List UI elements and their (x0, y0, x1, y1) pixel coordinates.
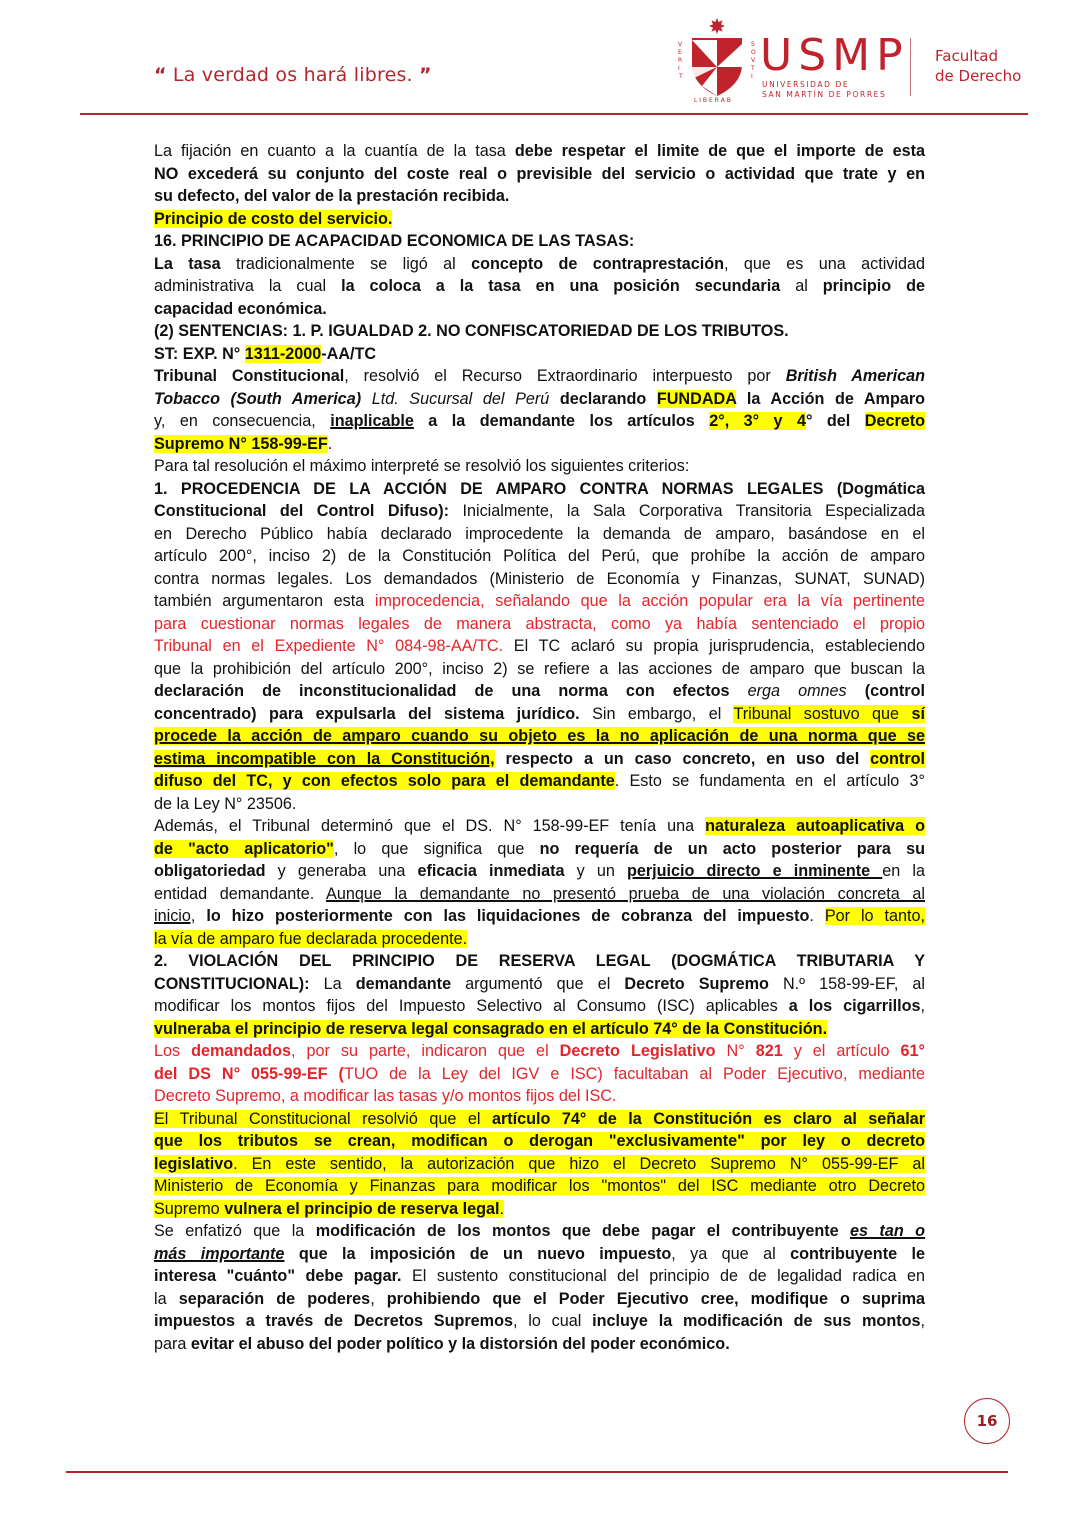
text-run: Aunque la demandante no presentó prueba de una violación concreta al (326, 884, 925, 903)
text-run: El sustento constitucional del principio de de legalidad radica en (401, 1267, 925, 1285)
text-run: es tan o (850, 1222, 926, 1240)
text-line (154, 500, 925, 523)
text-line (154, 455, 925, 478)
text-run: N° (715, 1042, 756, 1060)
text-run: 1311-2000 (244, 344, 322, 363)
text-run: lo hizo posteriormente con las liquidaciones de cobranza del impuesto (195, 907, 810, 925)
text-run: (control (846, 682, 925, 700)
text-run: Por lo tanto, (824, 907, 925, 925)
text-line (154, 1018, 925, 1041)
svg-text:R: R (678, 57, 683, 64)
text-run: de la Ley N° 23506. (154, 794, 297, 813)
svg-text:V: V (751, 57, 756, 64)
text-run: La (309, 974, 356, 993)
text-run: capacidad económica. (154, 299, 327, 318)
logo-divider (910, 38, 911, 96)
text-line (154, 478, 925, 501)
svg-text:T: T (751, 65, 755, 72)
text-line (154, 973, 925, 996)
text-line (154, 163, 925, 186)
text-run: Decreto Supremo (624, 974, 769, 993)
text-run: la (154, 1289, 179, 1308)
svg-text:I: I (678, 65, 680, 72)
motto-text: La verdad os hará libres. (166, 64, 420, 86)
text-run: demandante (355, 974, 452, 993)
text-run: en Derecho Público había declarado improcedente la demanda de amparo, basándose en el (154, 524, 925, 543)
text-run: , lo cual (512, 1312, 593, 1330)
text-run: La fijación en cuanto a la cuantía de la tasa (154, 142, 515, 160)
text-run: vulneraba el principio de reserva legal consagrado en el artículo 74° de la Constitución. (154, 1019, 828, 1038)
text-line (154, 793, 925, 816)
text-run: eficacia inmediata (417, 862, 565, 880)
text-run: , lo que significa que (333, 839, 540, 858)
text-line (154, 230, 925, 253)
text-run: , ya que al (671, 1244, 791, 1263)
text-line (154, 1310, 925, 1333)
text-run: Constitucional del Control Difuso): (154, 502, 449, 520)
text-line (154, 298, 925, 321)
text-run: que los tributos se crean, modifican o derogan "exclusivamente" por ley o decreto (154, 1132, 925, 1150)
text-run: la vía de amparo fue declarada procedente. (154, 929, 468, 948)
text-run: demandados (191, 1042, 291, 1060)
text-run: 1. PROCEDENCIA DE LA ACCIÓN DE AMPARO CONTRA NORMAS LEGALES (Dogmática (154, 479, 925, 498)
text-run: Supremo (154, 1199, 225, 1218)
text-run: contra normas legales. Los demandados (Ministerio de Economía y Finanzas, SUNAT, SUNAD) (154, 569, 925, 588)
svg-text:T: T (679, 73, 683, 80)
text-line (154, 928, 925, 951)
text-run: Ministerio de Economía y Finanzas para modificar los "montos" del ISC mediante otro Decreto (154, 1177, 925, 1195)
text-run: difuso del TC, y con efectos solo para el demandante (154, 772, 615, 790)
text-line (154, 860, 925, 883)
text-line (154, 1265, 925, 1288)
text-run: 16. PRINCIPIO DE ACAPACIDAD ECONOMICA DE LAS TASAS: (154, 232, 635, 250)
text-line (154, 883, 925, 906)
text-line (154, 365, 925, 388)
text-line (154, 613, 925, 636)
text-line (154, 838, 925, 861)
svg-text:V: V (678, 41, 683, 48)
text-run: N.º 158-99-EF, al (768, 974, 925, 993)
text-run: Sin embargo, el (579, 704, 734, 723)
text-run: modificar los montos fijos del Impuesto Selectivo al Consumo (ISC) aplicables (154, 997, 789, 1015)
open-quote: “ (154, 64, 167, 86)
text-run: Decreto (864, 412, 926, 430)
text-line (154, 568, 925, 591)
text-line (154, 748, 925, 771)
text-run: declaración de inconstitucionalidad de una norma con efectos (154, 682, 748, 700)
header-rule (80, 113, 1028, 115)
text-run: debe respetar el limite de que el importe de esta (514, 142, 925, 160)
text-run: erga omnes (747, 682, 847, 700)
text-run: declarando (559, 389, 657, 408)
shield-crest-icon (672, 16, 762, 108)
text-line (154, 1040, 925, 1063)
svg-text:L I B E R A B: L I B E R A B (694, 97, 731, 104)
text-run: tradicionalmente se ligó al (220, 254, 472, 273)
text-run: artículo 200°, inciso 2) de la Constitución Política del Perú, que prohíbe la acción de amparo (154, 547, 925, 565)
text-run: no requería de un acto posterior para su (539, 839, 926, 858)
text-run: -AA/TC (321, 344, 377, 363)
text-run: Además, el Tribunal determinó que el DS. N° 158-99-EF tenía una (154, 817, 706, 835)
logo-subtitle-line1: UNIVERSIDAD DE (762, 80, 850, 89)
text-run: principio de (822, 277, 925, 295)
motto (154, 64, 432, 86)
text-run: Tribunal Constitucional (154, 367, 345, 385)
logo-subtitle (762, 80, 886, 100)
text-run: CONSTITUCIONAL): (154, 974, 310, 993)
text-run: Decreto Supremo, a modificar las tasas y/o montos fijos del ISC. (154, 1087, 617, 1105)
text-line (154, 185, 925, 208)
text-run: naturaleza autoaplicativa o (705, 817, 925, 835)
text-run: , (920, 1312, 925, 1330)
text-line (154, 545, 925, 568)
text-line (154, 275, 925, 298)
text-run: (2) SENTENCIAS: 1. P. IGUALDAD 2. NO CONFISCATORIEDAD DE LOS TRIBUTOS. (154, 322, 789, 340)
text-run: sí (911, 704, 925, 723)
text-run: modificación de los montos que debe pagar el contribuyente (315, 1222, 851, 1240)
text-run: , (370, 1289, 387, 1308)
text-run: que la imposición de un nuevo impuesto (284, 1244, 672, 1263)
text-run: y, en consecuencia, (154, 412, 331, 430)
text-run: improcedencia, señalando que la acción popular era la vía pertinente (374, 592, 925, 610)
text-line (154, 320, 925, 343)
text-run: Inicialmente, la Sala Corporativa Transitoria Especializada (448, 502, 925, 520)
text-run: 61° (900, 1042, 925, 1060)
text-run: la coloca a la tasa en una posición secundaria (341, 277, 781, 295)
text-run: Principio de costo del servicio. (154, 209, 393, 228)
text-run: y un (564, 862, 627, 880)
svg-text:I: I (751, 73, 753, 80)
text-run: British American (785, 367, 925, 385)
text-run: Ltd. Sucursal del Perú (361, 389, 560, 408)
text-run: para (154, 1334, 191, 1353)
text-run: 821 (755, 1042, 783, 1060)
text-line (154, 208, 925, 231)
text-line (154, 905, 925, 928)
text-run: al (780, 277, 823, 295)
text-line (154, 1063, 925, 1086)
faculty-name (935, 46, 1021, 86)
text-line (154, 1198, 925, 1221)
text-line (154, 1175, 925, 1198)
text-line (154, 410, 925, 433)
text-run: Tribunal en el Expediente N° 084-98-AA/TC. (154, 637, 504, 655)
text-run: La tasa (154, 254, 221, 273)
text-line (154, 1220, 925, 1243)
text-run: . (327, 434, 333, 453)
text-run: interesa "cuánto" debe pagar. (154, 1267, 402, 1285)
text-run: obligatoriedad (154, 862, 266, 880)
text-line (154, 1333, 925, 1356)
text-run: a los cigarrillos (788, 997, 921, 1015)
text-run: , que es una actividad (724, 254, 925, 273)
text-line (154, 950, 925, 973)
text-line (154, 1288, 925, 1311)
text-run: concepto de contraprestación (471, 254, 725, 273)
text-run: más importante (154, 1244, 285, 1263)
text-run: legislativo (154, 1154, 234, 1173)
text-line (154, 815, 925, 838)
text-run: impuestos a través de Decretos Supremos (154, 1312, 513, 1330)
text-run: ° del (806, 412, 865, 430)
text-run: administrativa la cual (154, 277, 342, 295)
text-run: TUO de la Ley del IGV e ISC) facultaban al Poder Ejecutivo, mediante (343, 1064, 925, 1083)
text-run: entidad demandante. (154, 884, 327, 903)
logo-wordmark: USMP (760, 30, 909, 81)
text-run: . (499, 1199, 504, 1218)
text-run: Para tal resolución el máximo interpreté se resolvió los siguientes criterios: (154, 457, 690, 475)
page-number: 16 (976, 1412, 998, 1430)
text-line (154, 253, 925, 276)
text-line (154, 388, 925, 411)
text-run: en la (882, 862, 925, 880)
page-number-badge (964, 1398, 1010, 1444)
text-run: Tobacco (South America) (154, 389, 362, 408)
text-run: El Tribunal Constitucional resolvió que el (154, 1109, 492, 1128)
text-line (154, 770, 925, 793)
text-run: perjuicio directo e inminente (626, 862, 883, 880)
text-run: respecto a un caso concreto, en uso del (494, 749, 871, 768)
text-run: NO excederá su conjunto del coste real o previsible del servicio o actividad que trate y en (154, 164, 925, 183)
text-line (154, 1130, 925, 1153)
svg-text:O: O (751, 49, 756, 56)
text-run: 2. VIOLACIÓN DEL PRINCIPIO DE RESERVA LEGAL (DOGMÁTICA TRIBUTARIA Y (154, 952, 925, 970)
text-line (154, 1243, 925, 1266)
faculty-line2: de Derecho (935, 67, 1022, 85)
text-run: inicio, (154, 907, 196, 925)
text-run: para cuestionar normas legales de manera abstracta, como ya había sentenciado el propio (154, 614, 925, 633)
text-line (154, 703, 925, 726)
text-line (154, 343, 925, 366)
text-run: , resolvió el Recurso Extraordinario interpuesto por (344, 367, 786, 385)
text-run: a la demandante los artículos (413, 412, 710, 430)
text-run: , (920, 997, 925, 1015)
text-run: Decreto Legislativo (559, 1042, 716, 1060)
text-line (154, 725, 925, 748)
text-run: prohibiendo que el Poder Ejecutivo cree, modifique o suprima (386, 1289, 925, 1308)
text-run: . En este sentido, la autorización que hizo el Decreto Supremo N° 055-99-EF al (233, 1154, 925, 1173)
text-run: FUNDADA (656, 389, 737, 408)
text-run: Se enfatizó que la (154, 1222, 316, 1240)
logo-subtitle-line2: SAN MARTÍN DE PORRES (762, 90, 887, 99)
svg-text:E: E (678, 49, 682, 56)
text-run: la Acción de Amparo (736, 389, 926, 408)
text-run: evitar el abuso del poder político y la distorsión del poder económico. (190, 1334, 730, 1353)
text-line (154, 590, 925, 613)
usmp-logo (660, 16, 1040, 106)
text-run: inaplicable (330, 412, 414, 430)
text-run: su defecto, del valor de la prestación recibida. (154, 187, 510, 205)
svg-text:S: S (751, 41, 755, 48)
text-run: ST: EXP. N° (154, 344, 245, 363)
faculty-line1: Facultad (935, 47, 998, 65)
text-run: . (809, 907, 825, 925)
text-run: que la prohibición del artículo 200°, inciso 2) se refiere a las acciones de amparo que buscan la (154, 659, 925, 678)
text-run: y el artículo (782, 1042, 901, 1060)
text-run: Supremo N° 158-99-EF (154, 434, 328, 453)
text-run: vulnera el principio de reserva legal (224, 1199, 500, 1218)
text-line (154, 658, 925, 681)
text-line (154, 635, 925, 658)
text-run: Tribunal sostuvo que (733, 704, 912, 723)
text-run: artículo 74° de la Constitución es claro al señalar (491, 1109, 925, 1128)
text-run: de "acto aplicatorio" (154, 839, 334, 858)
text-run: separación de poderes (178, 1289, 371, 1308)
text-run: incluye la modificación de sus montos (592, 1312, 921, 1330)
text-run: control (870, 749, 926, 768)
text-line (154, 1108, 925, 1131)
text-run: argumentó que el (451, 974, 625, 993)
text-line (154, 1085, 925, 1108)
text-run: estima incompatible con la Constitución, (154, 749, 495, 768)
text-run: El TC aclaró su propia jurisprudencia, estableciendo (503, 637, 925, 655)
text-run: y generaba una (265, 862, 418, 880)
text-run: concentrado) para expulsarla del sistema jurídico. (154, 704, 580, 723)
text-run: Los (154, 1042, 192, 1060)
text-run: del DS N° 055-99-EF ( (154, 1064, 344, 1083)
text-run: 2°, 3° y 4 (709, 412, 806, 430)
text-run: , por su parte, indicaron que el (290, 1042, 560, 1060)
text-run: contribuyente le (790, 1244, 925, 1263)
text-line (154, 1153, 925, 1176)
footer-rule (66, 1471, 1008, 1473)
text-run: también argumentaron esta (154, 592, 375, 610)
text-line (154, 680, 925, 703)
text-run: . Esto se fundamenta en el artículo 3° (614, 772, 925, 790)
text-line (154, 995, 925, 1018)
text-run: procede la acción de amparo cuando su objeto es la no aplicación de una norma que se (154, 727, 925, 745)
text-line (154, 140, 925, 163)
text-line (154, 523, 925, 546)
text-line (154, 433, 925, 456)
close-quote: ” (419, 64, 432, 86)
